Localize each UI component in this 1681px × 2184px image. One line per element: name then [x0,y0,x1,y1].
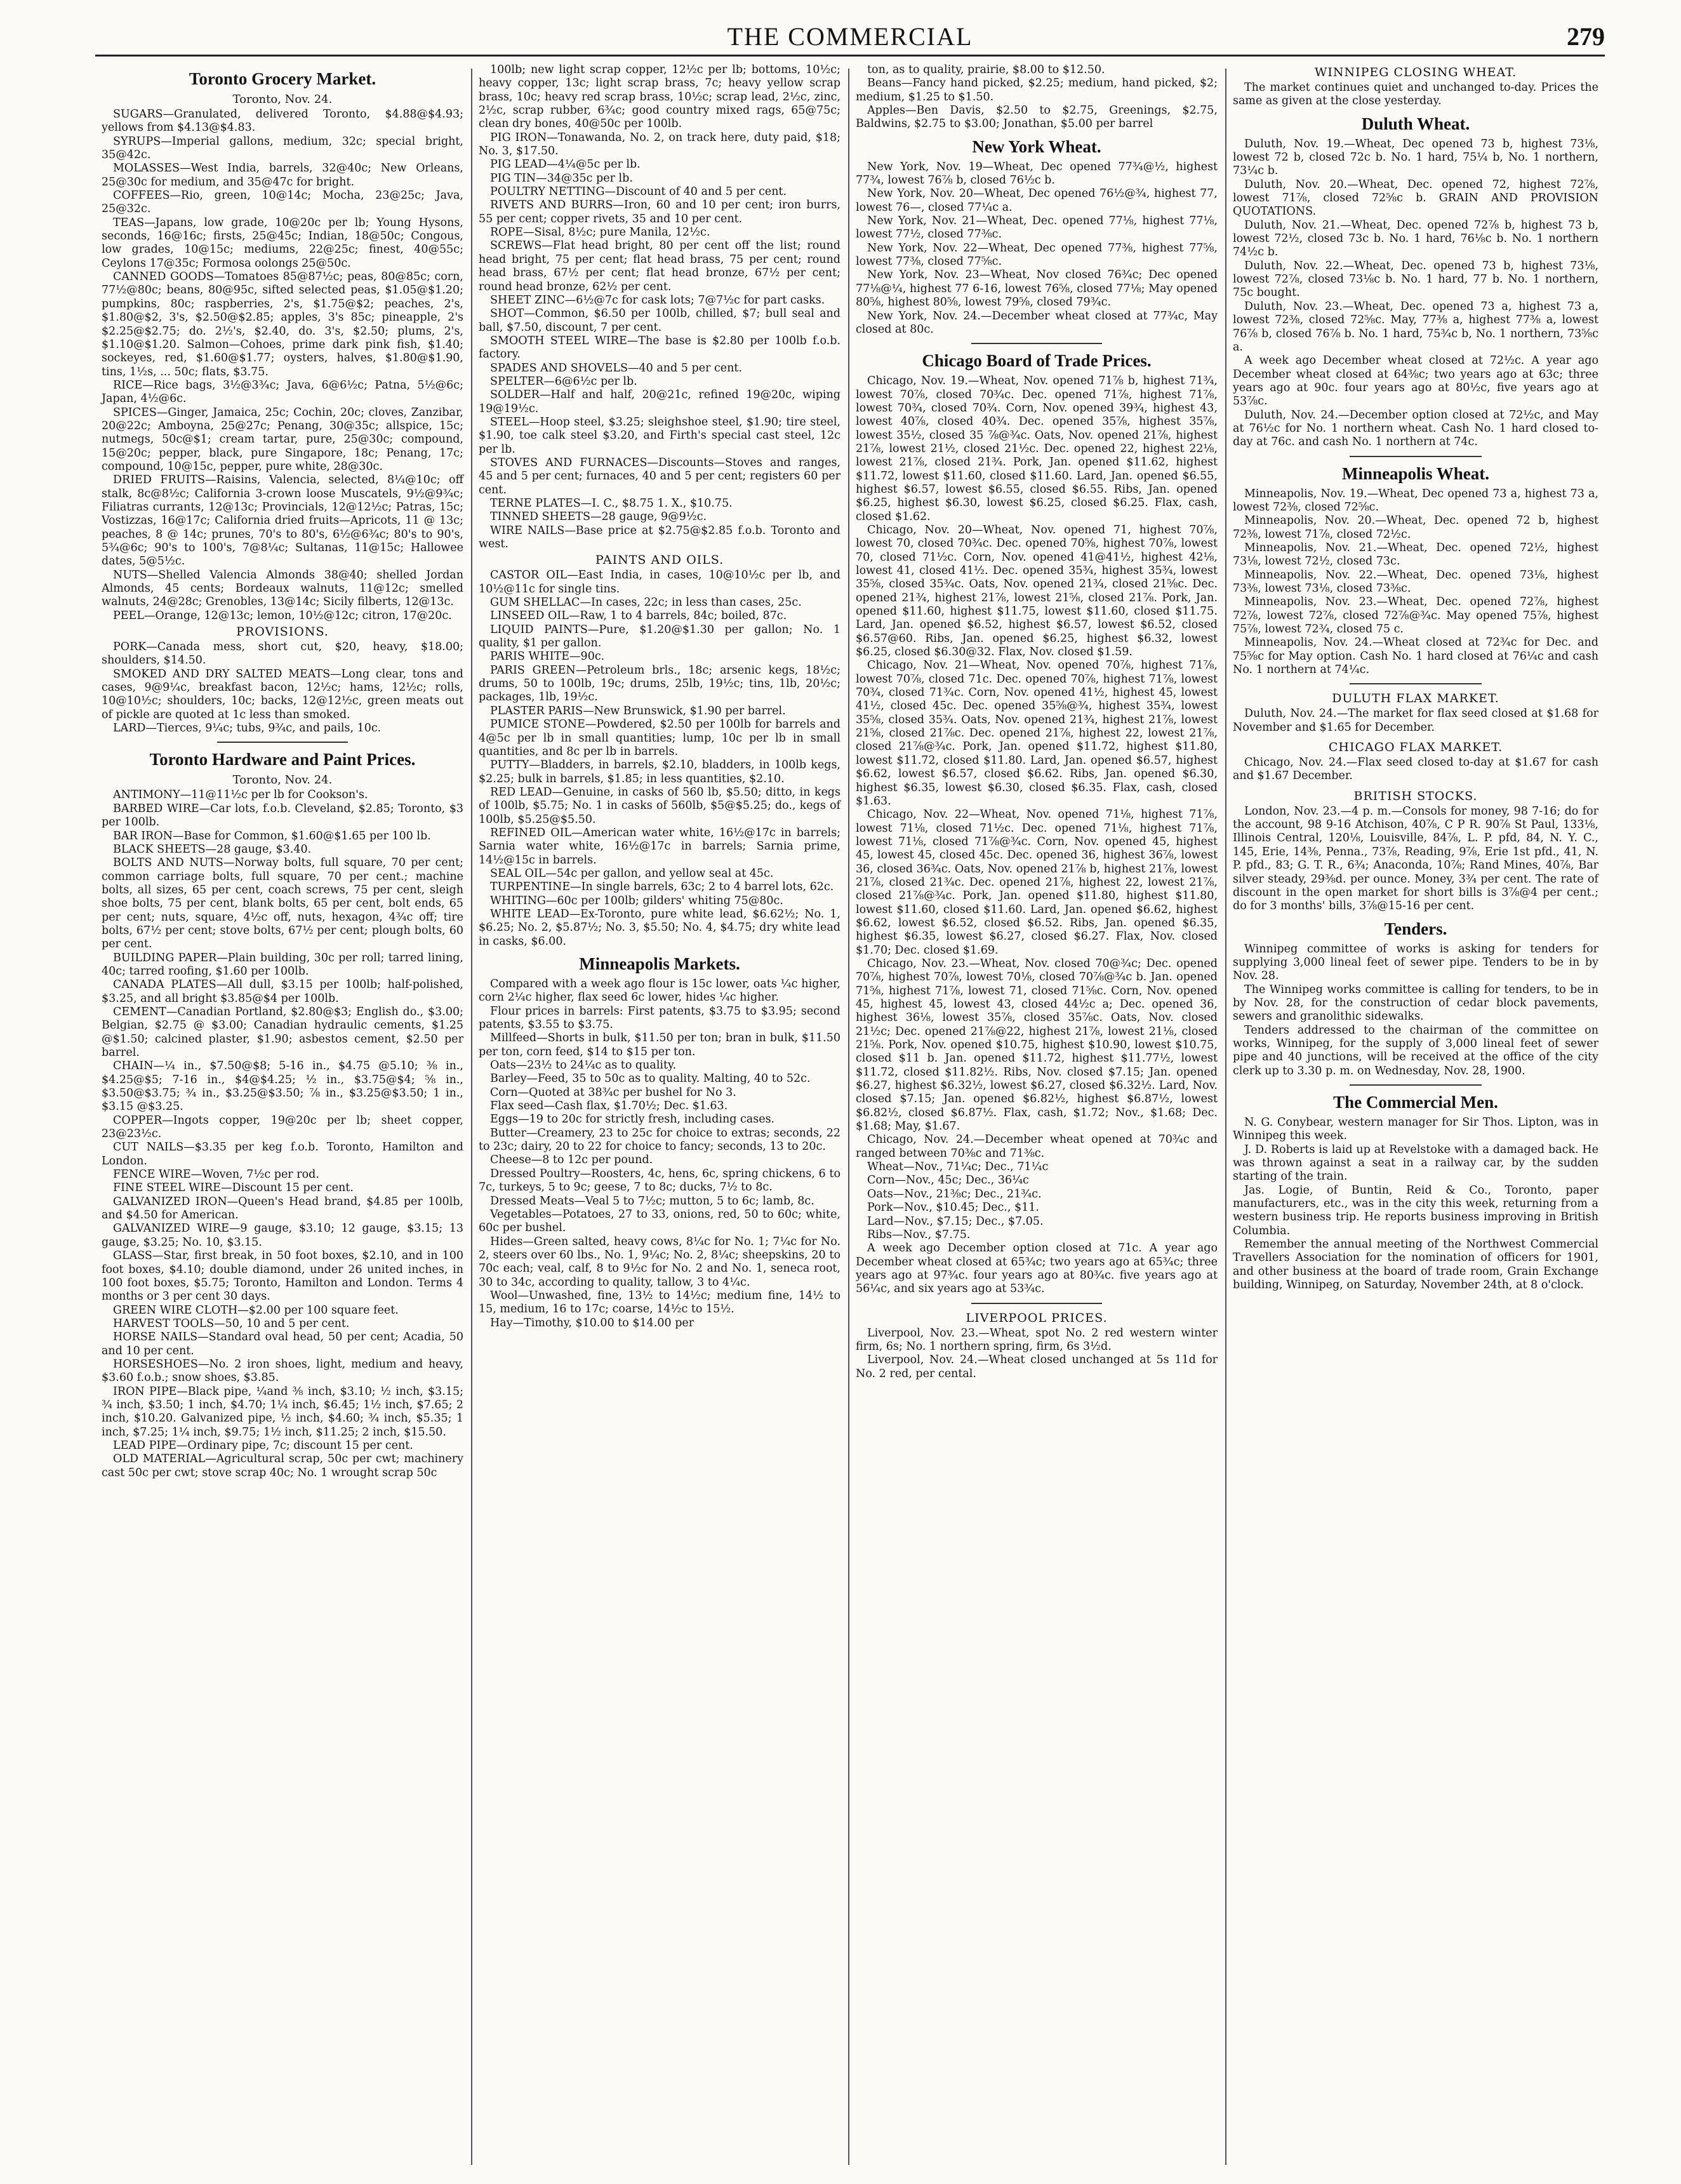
paragraph: Minneapolis, Nov. 22.—Wheat, Dec. opened 73⅛, highest 73⅜, lowest 73⅛, closed 73⅜c. [1233,568,1598,595]
paragraph: SOLDER—Half and half, 20@21c, refined 19@20c, wiping 19@19½c. [479,389,840,415]
paragraph: ROPE—Sisal, 8½c; pure Manila, 12½c. [490,226,710,239]
subheading: PROVISIONS. [236,625,329,639]
paragraph: TERNE PLATES—I. C., $8.75 1. X., $10.75. [490,497,733,510]
paragraph: Eggs—19 to 20c for strictly fresh, including cases. [490,1113,775,1126]
paragraph: Oats—23½ to 24¼c as to quality. [490,1059,677,1072]
paragraph: GALVANIZED IRON—Queen's Head brand, $4.85 per 100lb, and $4.50 for American. [102,1195,463,1222]
paragraph: New York, Nov. 20—Wheat, Dec opened 76½@¾, highest 77, lowest 76—, closed 77¼c a. [856,187,1218,214]
paragraph: PIG IRON—Tonawanda, No. 2, on track here, duty paid, $18; No. 3, $17.50. [479,131,840,158]
paragraph: Duluth, Nov. 23.—Wheat, Dec. opened 73 a, highest 73 a, lowest 72⅜, closed 72⅝c. May, 77⅜ a, highest 77⅜ a, lowest 76⅞ b, closed 76⅞ b. No. 1 hard, 75¾c b, No. 1 northern, 73⅝c a. [1233,300,1598,354]
paragraph: Duluth, Nov. 24.—The market for flax seed closed at $1.68 for November and $1.65 for December. [1233,707,1598,734]
section-title: Duluth Wheat. [1361,114,1470,133]
page-title: THE COMMERCIAL [727,22,973,51]
paragraph: Wool—Unwashed, fine, 13½ to 14½c; medium fine, 14½ to 15, medium, 16 to 17c; coarse, 14½c to 15½. [479,1289,840,1316]
paragraph: New York, Nov. 24.—December wheat closed at 77¾c, May closed at 80c. [856,309,1218,336]
paragraph: Wheat—Nov., 71¼c; Dec., 71¼c [867,1161,1049,1174]
paragraph: CANADA PLATES—All dull, $3.15 per 100lb; half-polished, $3.25, and all bright $3.85@$4 per 100lb. [102,978,463,1005]
paragraph: Vegetables—Potatoes, 27 to 33, onions, red, 50 to 60c; white, 60c per bushel. [479,1208,840,1235]
article-section [479,63,840,949]
paragraph: Duluth, Nov. 21.—Wheat, Dec. opened 72⅞ b, highest 73 b, lowest 72½, closed 73c b. No. 1 hard, 76⅛c b. No. 1 northern 74½c b. [1233,218,1598,259]
paragraph: PARIS WHITE—90c. [490,650,605,663]
paragraph: LIQUID PAINTS—Pure, $1.20@$1.30 per gallon; No. 1 quality, $1 per gallon. [479,623,840,650]
paragraph: TEAS—Japans, low grade, 10@20c per lb; Young Hysons, seconds, 16@16c; firsts, 25@45c; Indian, 18@50c; Congous, low grades, 10@15c; mediums, 22@25c; finest, 40@55c; Ceylons 17@35c; Formosa oolongs 25@50c. [102,216,463,270]
section-title: Chicago Board of Trade Prices. [922,351,1152,371]
paragraph: Chicago, Nov. 24.—Flax seed closed to-day at $1.67 for cash and $1.67 December. [1233,756,1598,783]
article-section [102,69,463,735]
paragraph: HORSE NAILS—Standard oval head, 50 per cent; Acadia, 50 and 10 per cent. [102,1331,463,1357]
page-number: 279 [1567,22,1605,51]
paragraph: RED LEAD—Genuine, in casks of 560 lb, $5.50; ditto, in kegs of 100lb, $5.75; No. 1 in casks of 560lb, $5@$5.25; do., kegs of 100lb, $5.25@$5.50. [479,785,840,826]
paragraph: Minneapolis, Nov. 23.—Wheat, Dec. opened 72⅞, highest 72⅞, lowest 72⅞, closed 72⅞@¾c. May opened 75⅞, highest 75⅞, lowest 72¾, closed 75 c. [1233,596,1598,636]
paragraph: A week ago December option closed at 71c. A year ago December wheat closed at 65¾c; two years ago at 65¾c; three years ago at 97¾c. four years ago at 80¾c. five years ago at 56¼c, and six years ago at 53¾c. [856,1242,1218,1296]
paragraph: OLD MATERIAL—Agricultural scrap, 50c per cwt; machinery cast 50c per cwt; stove scrap 40c; No. 1 wrought scrap 50c [102,1453,463,1479]
dateline: Toronto, Nov. 24. [232,773,333,787]
paragraph: TURPENTINE—In single barrels, 63c; 2 to 4 barrel lots, 62c. [490,881,834,894]
paragraph: Chicago, Nov. 22—Wheat, Nov. opened 71⅛, highest 71⅞, lowest 71⅛, closed 71½c. Dec. opened 71⅛, highest 71⅞, lowest 71⅛, closed 71⅞@¾c. Corn, Nov. opened 45, highest 45, lowest 45, closed 45c. Dec. opened 36, highest 36⅞, lowest 36, closed 36¾c. Oats, Nov. opened 21⅞ b, highest 21⅞, lowest 21⅞, closed 21¾c. Dec. opened 21⅞, highest 22, lowest 21⅞, closed 21⅞@¾c. Pork, Jan. opened $11.80, highest $11.80, lowest $11.60, closed $11.60. Lard, Jan. opened $6.62, highest $6.62, lowest $6.52, closed $6.52. Ribs, Jan. opened $6.35, highest $6.35, lowest $6.27, closed $6.27. Flax, Nov. closed $1.70; Dec. closed $1.69. [856,808,1218,957]
paragraph: Ribs—Nov., $7.75. [867,1228,971,1241]
paragraph: STEEL—Hoop steel, $3.25; sleighshoe steel, $1.90; tire steel, $1.90, toe calk steel $3.20, and Firth's special cast steel, 12c per lb. [479,415,840,456]
paragraph: CUT NAILS—$3.35 per keg f.o.b. Toronto, Hamilton and London. [102,1141,463,1168]
paragraph: SHEET ZINC—6½@7c for cask lots; 7@7½c for part casks. [490,293,825,307]
paragraph: Minneapolis, Nov. 19.—Wheat, Dec opened 73 a, highest 73 a, lowest 72⅜, closed 72⅝c. [1233,487,1598,514]
section-divider [971,1303,1101,1304]
paragraph: Apples—Ben Davis, $2.50 to $2.75, Greenings, $2.75, Baldwins, $2.75 to $3.00; Jonathan, $5.00 per barrel [856,104,1218,131]
paragraph: SPELTER—6@6½c per lb. [490,375,637,388]
paragraph: NUTS—Shelled Valencia Almonds 38@40; shelled Jordan Almonds, 45 cents; Bordeaux walnuts, 11@12c; smelled walnuts, 24@28c; Grenobles, 13@14c; Sicily filberts, 12@13c. [102,568,463,609]
section-subtitle: WINNIPEG CLOSING WHEAT. [1314,65,1517,79]
paragraph: Dressed Poultry—Roosters, 4c, hens, 6c, spring chickens, 6 to 7c, turkeys, 5 to 9c; geese, 7 to 8c; ducks, 7½ to 8c. [479,1167,840,1194]
paragraph: New York, Nov. 23—Wheat, Nov closed 76¾c; Dec opened 77⅛@¼, highest 77 6-16, lowest 76⅝, closed 77⅛; May opened 80⅝, highest 80⅝, lowest 79⅝, closed 79¾c. [856,269,1218,309]
paragraph: Chicago, Nov. 23.—Wheat, Nov. closed 70@¾c; Dec. opened 70⅞, highest 70⅞, lowest 70⅛, closed 70⅞@¾c b. Jan. opened 71⅝, highest 71⅞, lowest 71, closed 71⅝c. Corn, Nov. opened 45, highest 45, lowest 43, closed 44½c a; Dec. opened 36, highest 36⅛, lowest 35⅞, closed 35⅞c. Oats, Nov. closed 21½c; Dec. opened 21⅞@22, highest 21⅞, lowest 21⅛, closed 21⅝. Pork, Nov. opened $10.75, highest $10.90, lowest $10.75, closed $11 b. Jan. opened $11.72, highest $11.77½, lowest $11.72, closed $11.82½. Ribs, Nov. closed $7.15; Jan. opened $6.27, highest $6.32½, lowest $6.27, closed $6.32½. Lard, Nov. closed $7.15; Jan. opened $6.82½, highest $6.87½, lowest $6.82½, closed $6.87½. Flax, cash, $1.72; Nov., $1.68; Dec. $1.68; May, $1.67. [856,957,1218,1133]
paragraph: N. G. Conybear, western manager for Sir Thos. Lipton, was in Winnipeg this week. [1233,1115,1598,1143]
article-section [1233,789,1598,914]
paragraph: Duluth, Nov. 22.—Wheat, Dec. opened 73 b, highest 73⅛, lowest 72⅞, closed 73⅛c b. No. 1 hard, 77 b. No. 1 northern, 75c bought. [1233,259,1598,300]
article-section [1233,919,1598,1078]
paragraph: Chicago, Nov. 20—Wheat, Nov. opened 71, highest 70⅞, lowest 70, closed 70¾c. Dec. opened 70⅝, highest 70⅞, lowest 70, closed 71½c. Corn, Nov. opened 41@41½, highest 42⅛, lowest 41, closed 41½. Dec. opened 35¾, highest 35¾, lowest 35⅝, closed 35¾c. Oats, Nov. opened 21¾, closed 21⅝c. Dec. opened 21¾, highest 21⅞, lowest 21⅝, closed 21⅞. Pork, Jan. opened $11.60, highest $11.75, lowest $11.60, closed $11.75. Lard, Jan. opened $6.52, highest $6.57, lowest $6.52, closed $6.57@60. Ribs, Jan. opened $6.25, highest $6.32, lowest $6.25, closed $6.30@32. Flax, Nov. closed $1.59. [856,523,1218,659]
paragraph: Hides—Green salted, heavy cows, 8¼c for No. 1; 7¼c for No. 2, steers over 60 lbs., No. 1, 9¼c; No. 2, 8¼c; sheepskins, 20 to 70c each; veal, calf, 8 to 9½c for No. 2 and No. 1, seneca root, 30 to 34c, according to quality, tallow, 3 to 4¼c. [479,1235,840,1289]
paragraph: SPICES—Ginger, Jamaica, 25c; Cochin, 20c; cloves, Zanzibar, 20@22c; Amboyna, 25@27c; Penang, 30@35c; allspice, 15c; nutmegs, 50c@$1; cream tartar, pure, 25@30c; compound, 15@20c; pepper, black, pure Singapore, 18c; Penang, 17c; compound, 10@15c, pepper, pure white, 28@30c. [102,406,463,473]
paragraph: Beans—Fancy hand picked, $2.25; medium, hand picked, $2; medium, $1.25 to $1.50. [856,77,1218,103]
subheading: PAINTS AND OILS. [595,553,724,568]
paragraph: PEEL—Orange, 12@13c; lemon, 10½@12c; citron, 17@20c. [113,609,452,622]
paragraph: Chicago, Nov. 21—Wheat, Nov. opened 70⅞, highest 71⅞, lowest 70⅞, closed 71c. Dec. opened 70⅞, highest 71⅞, lowest 70¾, closed 71¾c. Corn, Nov. opened 41½, highest 45, lowest 41½, closed 45c. Dec. opened 35⅝@¾, highest 35¾, lowest 35⅝, closed 35¾. Oats, Nov. opened 21¾, highest 21⅞, lowest 21⅝, closed 21⅞c. Dec. opened 21⅞, highest 22, lowest 21⅞, closed 21⅞@¾c. Pork, Jan. opened $11.72, highest $11.80, lowest $11.72, closed $11.80. Lard, Jan. opened $6.57, highest $6.62, lowest $6.57, closed $6.62. Ribs, Jan. opened $6.30, highest $6.35, lowest $6.30, closed $6.35. Flax, cash, closed $1.63. [856,659,1218,808]
article-section [1233,463,1598,677]
paragraph: SUGARS—Granulated, delivered Toronto, $4.88@$4.93; yellows from $4.13@$4.83. [102,108,463,135]
paragraph: IRON PIPE—Black pipe, ¼and ⅜ inch, $3.10; ½ inch, $3.15; ¾ inch, $3.50; 1 inch, $4.70; 1¼ inch, $6.45; 1½ inch, $7.65; 2 inch, $10.20. Galvanized pipe, ½ inch, $4.60; ¾ inch, $5.35; 1 inch, $7.25; 1¼ inch, $9.75; 1½ inch, $11.25; 2 inch, $15.50. [102,1385,463,1439]
article-section [1233,740,1598,783]
paragraph: BARBED WIRE—Car lots, f.o.b. Cleveland, $2.85; Toronto, $3 per 100lb. [102,802,463,829]
paragraph: Duluth, Nov. 19.—Wheat, Dec opened 73 b, highest 73⅛, lowest 72 b, closed 72c b. No. 1 hard, 75¼ b, No. 1 northern, 73¼c b. [1233,137,1598,178]
paragraph: Chicago, Nov. 19.—Wheat, Nov. opened 71⅞ b, highest 71¾, lowest 70⅞, closed 70¾c. Dec. opened 71⅞, highest 71⅞, lowest 70¾, closed 70¾. Corn, Nov. opened 39¾, highest 43, lowest 40⅞, closed 40¾. Dec. opened 35⅞, highest 35⅞, lowest 35½, closed 35 ⅞@¾c. Oats, Nov. opened 21⅞, highest 21⅞, lowest 21½, closed 21½c. Dec. opened 22, highest 22⅛, lowest 21⅞, closed 21¾. Pork, Jan. opened $11.62, highest $11.72, lowest $11.60, closed $11.60. Lard, Jan. opened $6.55, highest $6.57, lowest $6.55, closed $6.55. Ribs, Jan. opened $6.25, highest $6.30, lowest $6.25, closed $6.25. Flax, cash, closed $1.62. [856,375,1218,523]
column-2 [472,63,847,2165]
column-4 [1226,63,1605,2165]
paragraph: WIRE NAILS—Base price at $2.75@$2.85 f.o.b. Toronto and west. [479,524,840,551]
paragraph: SEAL OIL—54c per gallon, and yellow seal at 45c. [490,867,774,880]
paragraph: SMOOTH STEEL WIRE—The base is $2.80 per 100lb f.o.b. factory. [479,334,840,361]
paragraph: SCREWS—Flat head bright, 80 per cent off the list; round head bright, 75 per cent; flat head brass, 75 per cent; round head brass, 67½ per cent; flat head bronze, 67½ per cent; round head bronze, 62½ per cent. [479,239,840,293]
article-section [479,954,840,1330]
section-divider [1350,1084,1481,1086]
paragraph: The Winnipeg works committee is calling for tenders, to be in by Nov. 28, for the construction of cedar block pavements, sewers and granolithic sidewalks. [1233,983,1598,1023]
paragraph: COFFEES—Rio, green, 10@14c; Mocha, 23@25c; Java, 25@32c. [102,189,463,216]
paragraph: BLACK SHEETS—28 gauge, $3.40. [113,842,312,856]
article-section [856,136,1218,336]
paragraph: PIG TIN—34@35c per lb. [490,171,633,185]
paragraph: COPPER—Ingots copper, 19@20c per lb; sheet copper, 23@23½c. [102,1114,463,1141]
paragraph: GREEN WIRE CLOTH—$2.00 per 100 square feet. [113,1303,399,1317]
paragraph: Tenders addressed to the chairman of the committee on works, Winnipeg, for the supply of 3,000 lineal feet of sewer pipe and 40 junctions, will be received at the office of the city clerk up to 3.30 p. m. on Wednesday, Nov. 28, 1900. [1233,1023,1598,1077]
section-subtitle: LIVERPOOL PRICES. [966,1310,1108,1325]
paragraph: CEMENT—Canadian Portland, $2.80@$3; English do., $3.00; Belgian, $2.75 @ $3.00; Canadian hydraulic cements, $1.25 @$1.50; calcined plaster, $1.90; asbestos cement, $2.50 per barrel. [102,1005,463,1059]
paragraph: STOVES AND FURNACES—Discounts—Stoves and ranges, 45 and 5 per cent; furnaces, 40 and 5 per cent; registers 60 per cent. [479,456,840,496]
article-section [856,63,1218,131]
paragraph: SYRUPS—Imperial gallons, medium, 32c; special bright, 35@42c. [102,135,463,162]
paragraph: CHAIN—¼ in., $7.50@$8; 5-16 in., $4.75 @5.10; ⅜ in., $4.25@$5; 7-16 in., $4@$4.25; ½ in., $3.75@$4; ⅝ in., $3.50@$3.75; ¾ in., $3.25@$3.50; ⅞ in., $3.25@$3.50; 1 in., $3.15 @$3.25. [102,1060,463,1114]
paragraph: SMOKED AND DRY SALTED MEATS—Long clear, tons and cases, 9@9¼c, breakfast bacon, 12½c; hams, 12½c; rolls, 10@10½c; shoulders, 10c; backs, 12@12½c, green meats out of pickle are quoted at 1c less than smoked. [102,667,463,721]
paragraph: GUM SHELLAC—In cases, 22c; in less than cases, 25c. [490,596,802,609]
paragraph: PORK—Canada mess, short cut, $20, heavy, $18.00; shoulders, $14.50. [102,641,463,667]
paragraph: SHOT—Common, $6.50 per 100lb, chilled, $7; bull seal and ball, $7.50, discount, 7 per cent. [479,307,840,334]
paragraph: ton, as to quality, prairie, $8.00 to $12.50. [867,63,1105,76]
column-1 [95,63,470,2165]
article-section [1233,691,1598,735]
page-header [95,18,1605,56]
paragraph: Liverpool, Nov. 23.—Wheat, spot No. 2 red western winter firm, 6s; No. 1 northern spring, firm, 6s 3½d. [856,1326,1218,1353]
section-divider [217,742,347,743]
article-section [1233,65,1598,109]
paragraph: Lard—Nov., $7.15; Dec., $7.05. [867,1215,1044,1228]
paragraph: TINNED SHEETS—28 gauge, 9@9½c. [490,510,707,524]
section-title: Minneapolis Markets. [579,954,740,973]
paragraph: Minneapolis, Nov. 24.—Wheat closed at 72¾c for Dec. and 75⅝c for May option. Cash No. 1 hard closed at 76¼c and cash No. 1 northern at 74¼c. [1233,636,1598,677]
paragraph: Butter—Creamery, 23 to 25c for choice to extras; seconds, 22 to 23c; dairy, 20 to 22 for choice to fancy; seconds, 13 to 20c. [479,1126,840,1154]
paragraph: Oats—Nov., 21⅜c; Dec., 21¾c. [867,1187,1042,1201]
paragraph: Dressed Meats—Veal 5 to 7½c; mutton, 5 to 6c; lamb, 8c. [490,1194,814,1208]
column-3 [849,63,1224,2165]
paragraph: CASTOR OIL—East India, in cases, 10@10½c per lb, and 10½@11c for single tins. [479,569,840,596]
paragraph: New York, Nov. 19—Wheat, Dec opened 77¾@½, highest 77¾, lowest 76⅞ b, closed 76½c b. [856,160,1218,187]
paragraph: HORSESHOES—No. 2 iron shoes, light, medium and heavy, $3.60 f.o.b.; snow shoes, $3.85. [102,1357,463,1385]
paragraph: Winnipeg committee of works is asking for tenders for supplying 3,000 lineal feet of sewer pipe. Tenders to be in by Nov. 28. [1233,942,1598,983]
paragraph: LINSEED OIL—Raw, 1 to 4 barrels, 84c; boiled, 87c. [490,609,787,623]
paragraph: SPADES AND SHOVELS—40 and 5 per cent. [490,361,743,375]
paragraph: Flour prices in barrels: First patents, $3.75 to $3.95; second patents, $3.55 to $3.75. [479,1004,840,1032]
paragraph: DRIED FRUITS—Raisins, Valencia, selected, 8¼@10c; off stalk, 8c@8½c; California 3-crown loose Muscatels, 9½@9¾c; Filiatras currants, 12@13c; Provincials, 12@12½c; Patras, 15c; Vostizzas, 16@17c; California dried fruits—Apricots, 11 @ 13c; peaches, 8 @ 14c; prunes, 70's to 80's, 6½@6¾c; 80's to 90's, 5¾@6c; 90's to 100's, 7@8¼c; Sultanas, 11@15c; Hallowee dates, 5@5½c. [102,474,463,568]
paragraph: J. D. Roberts is laid up at Revelstoke with a damaged back. He was thrown against a seat in a railway car, by the sudden starting of the train. [1233,1143,1598,1183]
section-title: Tenders. [1384,919,1447,938]
section-divider [1350,683,1481,684]
paragraph: Remember the annual meeting of the Northwest Commercial Travellers Association for the nomination of officers for 1901, and other business at the board of trade room, Grain Exchange building, Winnipeg, on Saturday, November 24th, at 8 o'clock. [1233,1238,1598,1292]
paragraph: Cheese—8 to 12c per pound. [490,1154,653,1167]
paragraph: Jas. Logie, of Buntin, Reid & Co., Toronto, paper manufacturers, etc., was in the city this week, returning from a western business trip. He reports business improving in British Columbia. [1233,1183,1598,1237]
paragraph: Millfeed—Shorts in bulk, $11.50 per ton; bran in bulk, $11.50 per ton, corn feed, $14 to $15 per ton. [479,1032,840,1058]
paragraph: New York, Nov. 21—Wheat, Dec. opened 77⅛, highest 77⅛, lowest 77½, closed 77⅜c. [856,215,1218,241]
article-section [1233,1092,1598,1292]
section-subtitle: DULUTH FLAX MARKET. [1332,691,1499,706]
paragraph: Liverpool, Nov. 24.—Wheat closed unchanged at 5s 11d for No. 2 red, per cental. [856,1354,1218,1380]
paragraph: New York, Nov. 22—Wheat, Dec opened 77⅜, highest 77⅝, lowest 77⅜, closed 77⅝c. [856,241,1218,269]
paragraph: POULTRY NETTING—Discount of 40 and 5 per cent. [490,185,787,199]
article-section [1233,114,1598,449]
article-section [856,1310,1218,1381]
paragraph: BOLTS AND NUTS—Norway bolts, full square, 70 per cent; common carriage bolts, full square, 70 per cent.; machine bolts, all sizes, 65 per cent, coach screws, 75 per cent, sleigh shoe bolts, 75 per cent, blank bolts, 65 per cent, bolt ends, 65 per cent; nuts, square, 4½c off, nuts, hexagon, 4¾c off; tire bolts, 67½ per cent; stove bolts, 67½ per cent; plough bolts, 60 per cent. [102,856,463,951]
paragraph: Pork—Nov., $10.45; Dec., $11. [867,1201,1039,1215]
paragraph: LEAD PIPE—Ordinary pipe, 7c; discount 15 per cent. [113,1439,413,1452]
section-title: The Commercial Men. [1333,1092,1498,1112]
paragraph: Minneapolis, Nov. 21.—Wheat, Dec. opened 72½, highest 73⅛, lowest 72½, closed 73c. [1233,541,1598,568]
paragraph: PUTTY—Bladders, in barrels, $2.10, bladders, in 100lb kegs, $2.25; bulk in barrels, $1.85; in less quantities, $2.10. [479,759,840,785]
paragraph: LARD—Tierces, 9¼c; tubs, 9¾c, and pails, 10c. [113,722,382,735]
paragraph: RIVETS AND BURRS—Iron, 60 and 10 per cent; iron burrs, 55 per cent; copper rivets, 35 and 10 per cent. [479,199,840,225]
article-section [102,749,463,1480]
paragraph: WHITE LEAD—Ex-Toronto, pure white lead, $6.62½; No. 1, $6.25; No. 2, $5.87½; No. 3, $5.50; No. 4, $4.75; dry white lead in casks, $6.00. [479,907,840,948]
paragraph: Duluth, Nov. 24.—December option closed at 72½c, and May at 76½c for No. 1 northern wheat. Cash No. 1 hard closed to-day at 76c. and cash No. 1 northern at 74c. [1233,408,1598,449]
paragraph: A week ago December wheat closed at 72½c. A year ago December wheat closed at 64⅜c; two years ago at 63c; three years ago at 90c. four years ago at 80½c, five years ago at 53⅞c. [1233,354,1598,408]
section-subtitle: CHICAGO FLAX MARKET. [1328,740,1503,755]
section-title: Toronto Grocery Market. [189,69,376,88]
paragraph: BAR IRON—Base for Common, $1.60@$1.65 per 100 lb. [113,829,431,842]
section-title: Toronto Hardware and Paint Prices. [149,750,416,769]
paragraph: Barley—Feed, 35 to 50c as to quality. Malting, 40 to 52c. [490,1072,811,1086]
section-title: Minneapolis Wheat. [1341,463,1490,483]
paragraph: Corn—Nov., 45c; Dec., 36¼c [867,1174,1029,1187]
header-rule [95,55,1605,57]
paragraph: GLASS—Star, first break, in 50 foot boxes, $2.10, and in 100 foot boxes, $4.10; double diamond, under 26 united inches, in 100 foot boxes, $5.75; Toronto, Hamilton and London. Terms 4 months or 3 per cent 30 days. [102,1249,463,1303]
paragraph: Duluth, Nov. 20.—Wheat, Dec. opened 72, highest 72⅞, lowest 71⅞, closed 72⅝c b. GRAIN AND PROVISION QUOTATIONS. [1233,178,1598,218]
paragraph: PARIS GREEN—Petroleum brls., 18c; arsenic kegs, 18½c; drums, 50 to 100lb, 19c; drums, 25lb, 19½c; tins, 1lb, 20½c; packages, 1lb, 19½c. [479,663,840,704]
paragraph: CANNED GOODS—Tomatoes 85@87½c; peas, 80@85c; corn, 77½@80c; beans, 80@95c, sifted selected peas, $1.05@$1.20; pumpkins, 80c; raspberries, 2's, $1.75@$2; peaches, 2's, $1.80@$2, 3's, $2.50@$2.85; apples, 3's 85c; pineapple, 2's $2.25@$2.75; do. 2½'s, $2.40, do. 3's, $2.50; plums, 2's, $1.10@$1.20. Salmon—Cohoes, prime dark pink fish, $1.40; sockeyes, red, $1.60@$1.77; oysters, halves, $1.80@$1.90, tins, 1½s, ... 50c; flats, $3.75. [102,270,463,378]
paragraph: Minneapolis, Nov. 20.—Wheat, Dec. opened 72 b, highest 72⅜, lowest 71⅞, closed 72½c. [1233,514,1598,541]
paragraph: Flax seed—Cash flax, $1.70½; Dec. $1.63. [490,1100,728,1113]
section-title: New York Wheat. [972,136,1101,156]
paragraph: RICE—Rice bags, 3½@3¾c; Java, 6@6½c; Patna, 5½@6c; Japan, 4½@6c. [102,378,463,406]
paragraph: BUILDING PAPER—Plain building, 30c per roll; tarred lining, 40c; tarred roofing, $1.60 per 100lb. [102,951,463,978]
paragraph: Corn—Quoted at 38¾c per bushel for No 3. [490,1086,736,1099]
paragraph: GALVANIZED WIRE—9 gauge, $3.10; 12 gauge, $3.15; 13 gauge, $3.25; No. 10, $3.15. [102,1222,463,1249]
paragraph: Compared with a week ago flour is 15c lower, oats ¼c higher, corn 2¼c higher, flax seed 6c lower, hides ¼c higher. [479,978,840,1004]
paragraph: FENCE WIRE—Woven, 7½c per rod. [113,1168,319,1182]
paragraph: PLASTER PARIS—New Brunswick, $1.90 per barrel. [490,704,786,717]
paragraph: Hay—Timothy, $10.00 to $14.00 per [490,1316,694,1329]
section-divider [971,343,1101,344]
paragraph: Chicago, Nov. 24.—December wheat opened at 70¾c and ranged between 70⅜c and 71⅜c. [856,1133,1218,1160]
section-divider [1350,456,1481,457]
paragraph: The market continues quiet and unchanged to-day. Prices the same as given at the close yesterday. [1233,81,1598,108]
paragraph: 100lb; new light scrap copper, 12½c per lb; bottoms, 10½c; heavy copper, 13c; light scrap brass, 7c; heavy yellow scrap brass, 10c; heavy red scrap brass, 10½c; scrap lead, 2½c, zinc, 2½c, scrap rubber, 6¾c; good country mixed rags, 65@75c; clean dry bones, 40@50c per 100lb. [479,63,840,131]
columns [95,63,1605,2165]
paragraph: HARVEST TOOLS—50, 10 and 5 per cent. [113,1317,350,1330]
dateline: Toronto, Nov. 24. [232,93,333,106]
section-subtitle: BRITISH STOCKS. [1353,789,1478,803]
paragraph: FINE STEEL WIRE—Discount 15 per cent. [113,1182,354,1195]
paragraph: London, Nov. 23.—4 p. m.—Consols for money, 98 7-16; do for the account, 98 9-16 Atchison, 40⅞, C P R. 90⅞ St Paul, 133⅛, Illinois Central, 120⅛, Louisville, 84⅞, L. P. pfd, 84, N. Y. C., 145, Erie, 14⅜, Penna., 73⅞, Reading, 9⅞, Erie 1st pfd., 41, N. P. pfd., 83; G. T. R., 6¾; Anaconda, 10⅞; Rand Mines, 40⅞, Bar silver steady, 29⅜d. per ounce. Money, 3¾ per cent. The rate of discount in the open market for short bills is 3⅞@4 per cent.; do for 3 months' bills, 3⅞@15-16 per cent. [1233,804,1598,913]
paragraph: REFINED OIL—American water white, 16½@17c in barrels; Sarnia water white, 16½@17c in barrels; Sarnia prime, 14½@15c in barrels. [479,826,840,867]
paragraph: WHITING—60c per 100lb; gilders' whiting 75@80c. [490,894,783,907]
paragraph: PIG LEAD—4¼@5c per lb. [490,158,641,171]
article-section [856,350,1218,1296]
paragraph: PUMICE STONE—Powdered, $2.50 per 100lb for barrels and 4@5c per lb in small quantities; lump, 10c per lb in small quantities, and 8c per lb in barrels. [479,718,840,758]
paragraph: ANTIMONY—11@11½c per lb for Cookson's. [113,789,368,802]
paragraph: MOLASSES—West India, barrels, 32@40c; New Orleans, 25@30c for medium, and 35@47c for bright. [102,162,463,189]
